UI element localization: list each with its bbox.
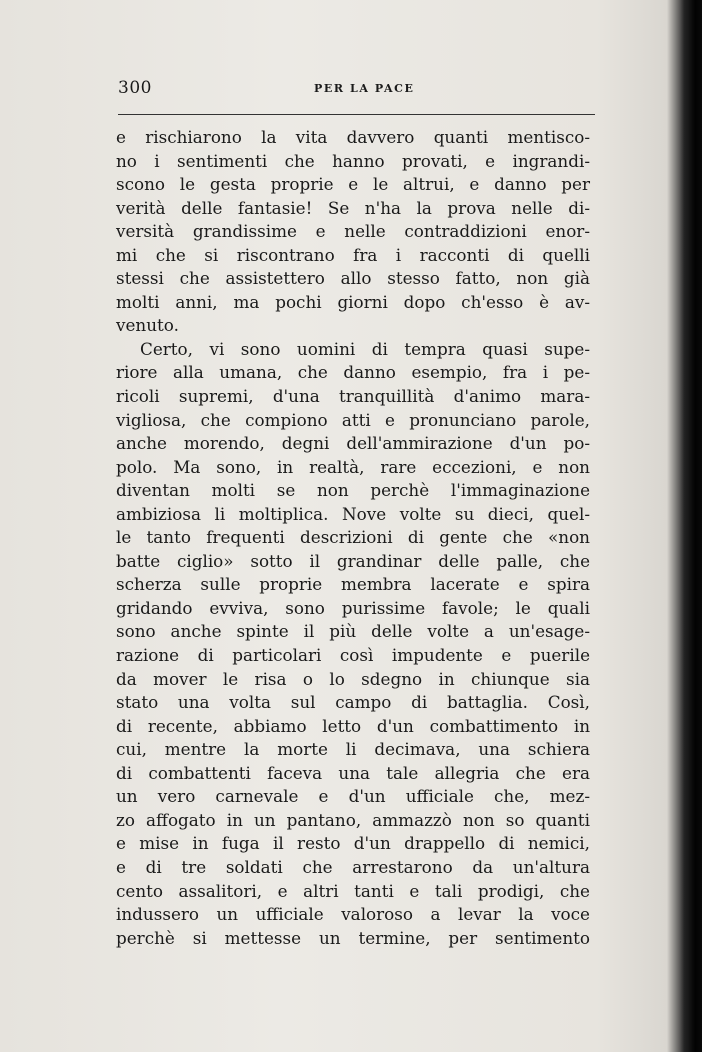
book-spine-shadow <box>680 0 702 1052</box>
text-line: verità delle fantasie! Se n'ha la prova nelle di- <box>116 197 590 218</box>
page-header <box>118 78 594 102</box>
text-line: scherza sulle proprie membra lacerate e spira <box>116 574 590 595</box>
text-line: stato una volta sul campo di battaglia. Così, <box>116 692 590 713</box>
text-line: polo. Ma sono, in realtà, rare eccezioni, e non <box>116 456 590 477</box>
text-line: batte ciglio» sotto il grandinar delle palle, che <box>116 550 590 571</box>
text-line: le tanto frequenti descrizioni di gente che «non <box>116 527 590 548</box>
text-line: riore alla umana, che danno esempio, fra i pe- <box>116 362 590 383</box>
text-line: stessi che assistettero allo stesso fatto, non già <box>116 268 590 289</box>
text-line: vigliosa, che compiono atti e pronunciano parole, <box>116 409 590 430</box>
text-line: un vero carnevale e d'un ufficiale che, mez- <box>116 786 590 807</box>
body-text <box>116 126 590 950</box>
text-line: e mise in fuga il resto d'un drappello di nemici, <box>116 833 590 854</box>
paragraph-end-line: venuto. <box>116 315 179 336</box>
text-line: e di tre soldati che arrestarono da un'altura <box>116 856 590 877</box>
text-line: ricoli supremi, d'una tranquillità d'animo mara- <box>116 386 590 407</box>
text-line: perchè si mettesse un termine, per sentimento <box>116 927 590 948</box>
text-line: no i sentimenti che hanno provati, e ingrandi- <box>116 150 590 171</box>
text-line: di recente, abbiamo letto d'un combattimento in <box>116 715 590 736</box>
text-line: diventan molti se non perchè l'immaginazione <box>116 480 590 501</box>
text-line: cui, mentre la morte li decimava, una schiera <box>116 739 590 760</box>
page-number: 300 <box>118 78 152 98</box>
text-line: da mover le risa o lo sdegno in chiunque sia <box>116 668 590 689</box>
text-line: razione di particolari così impudente e puerile <box>116 645 590 666</box>
header-rule <box>118 114 595 115</box>
text-line: anche morendo, degni dell'ammirazione d'un po- <box>116 433 590 454</box>
text-line: indussero un ufficiale valoroso a levar la voce <box>116 904 590 925</box>
text-line: di combattenti faceva una tale allegria che era <box>116 762 590 783</box>
text-line: mi che si riscontrano fra i racconti di quelli <box>116 244 590 265</box>
text-line: zo affogato in un pantano, ammazzò non so quanti <box>116 809 590 830</box>
text-line: cento assalitori, e altri tanti e tali prodigi, che <box>116 880 590 901</box>
text-line: sono anche spinte il più delle volte a un'esage- <box>116 621 590 642</box>
text-line: scono le gesta proprie e le altrui, e danno per <box>116 174 590 195</box>
text-line: gridando evviva, sono purissime favole; le quali <box>116 597 590 618</box>
paragraph-start-line: Certo, vi sono uomini di tempra quasi supe- <box>140 338 590 359</box>
text-line: e rischiarono la vita davvero quanti mentisco- <box>116 127 590 147</box>
running-head: PER LA PACE <box>314 82 415 95</box>
text-line: versità grandissime e nelle contraddizioni enor- <box>116 221 590 242</box>
text-line: ambiziosa li moltiplica. Nove volte su dieci, quel- <box>116 503 590 524</box>
text-line: molti anni, ma pochi giorni dopo ch'esso è av- <box>116 291 590 312</box>
